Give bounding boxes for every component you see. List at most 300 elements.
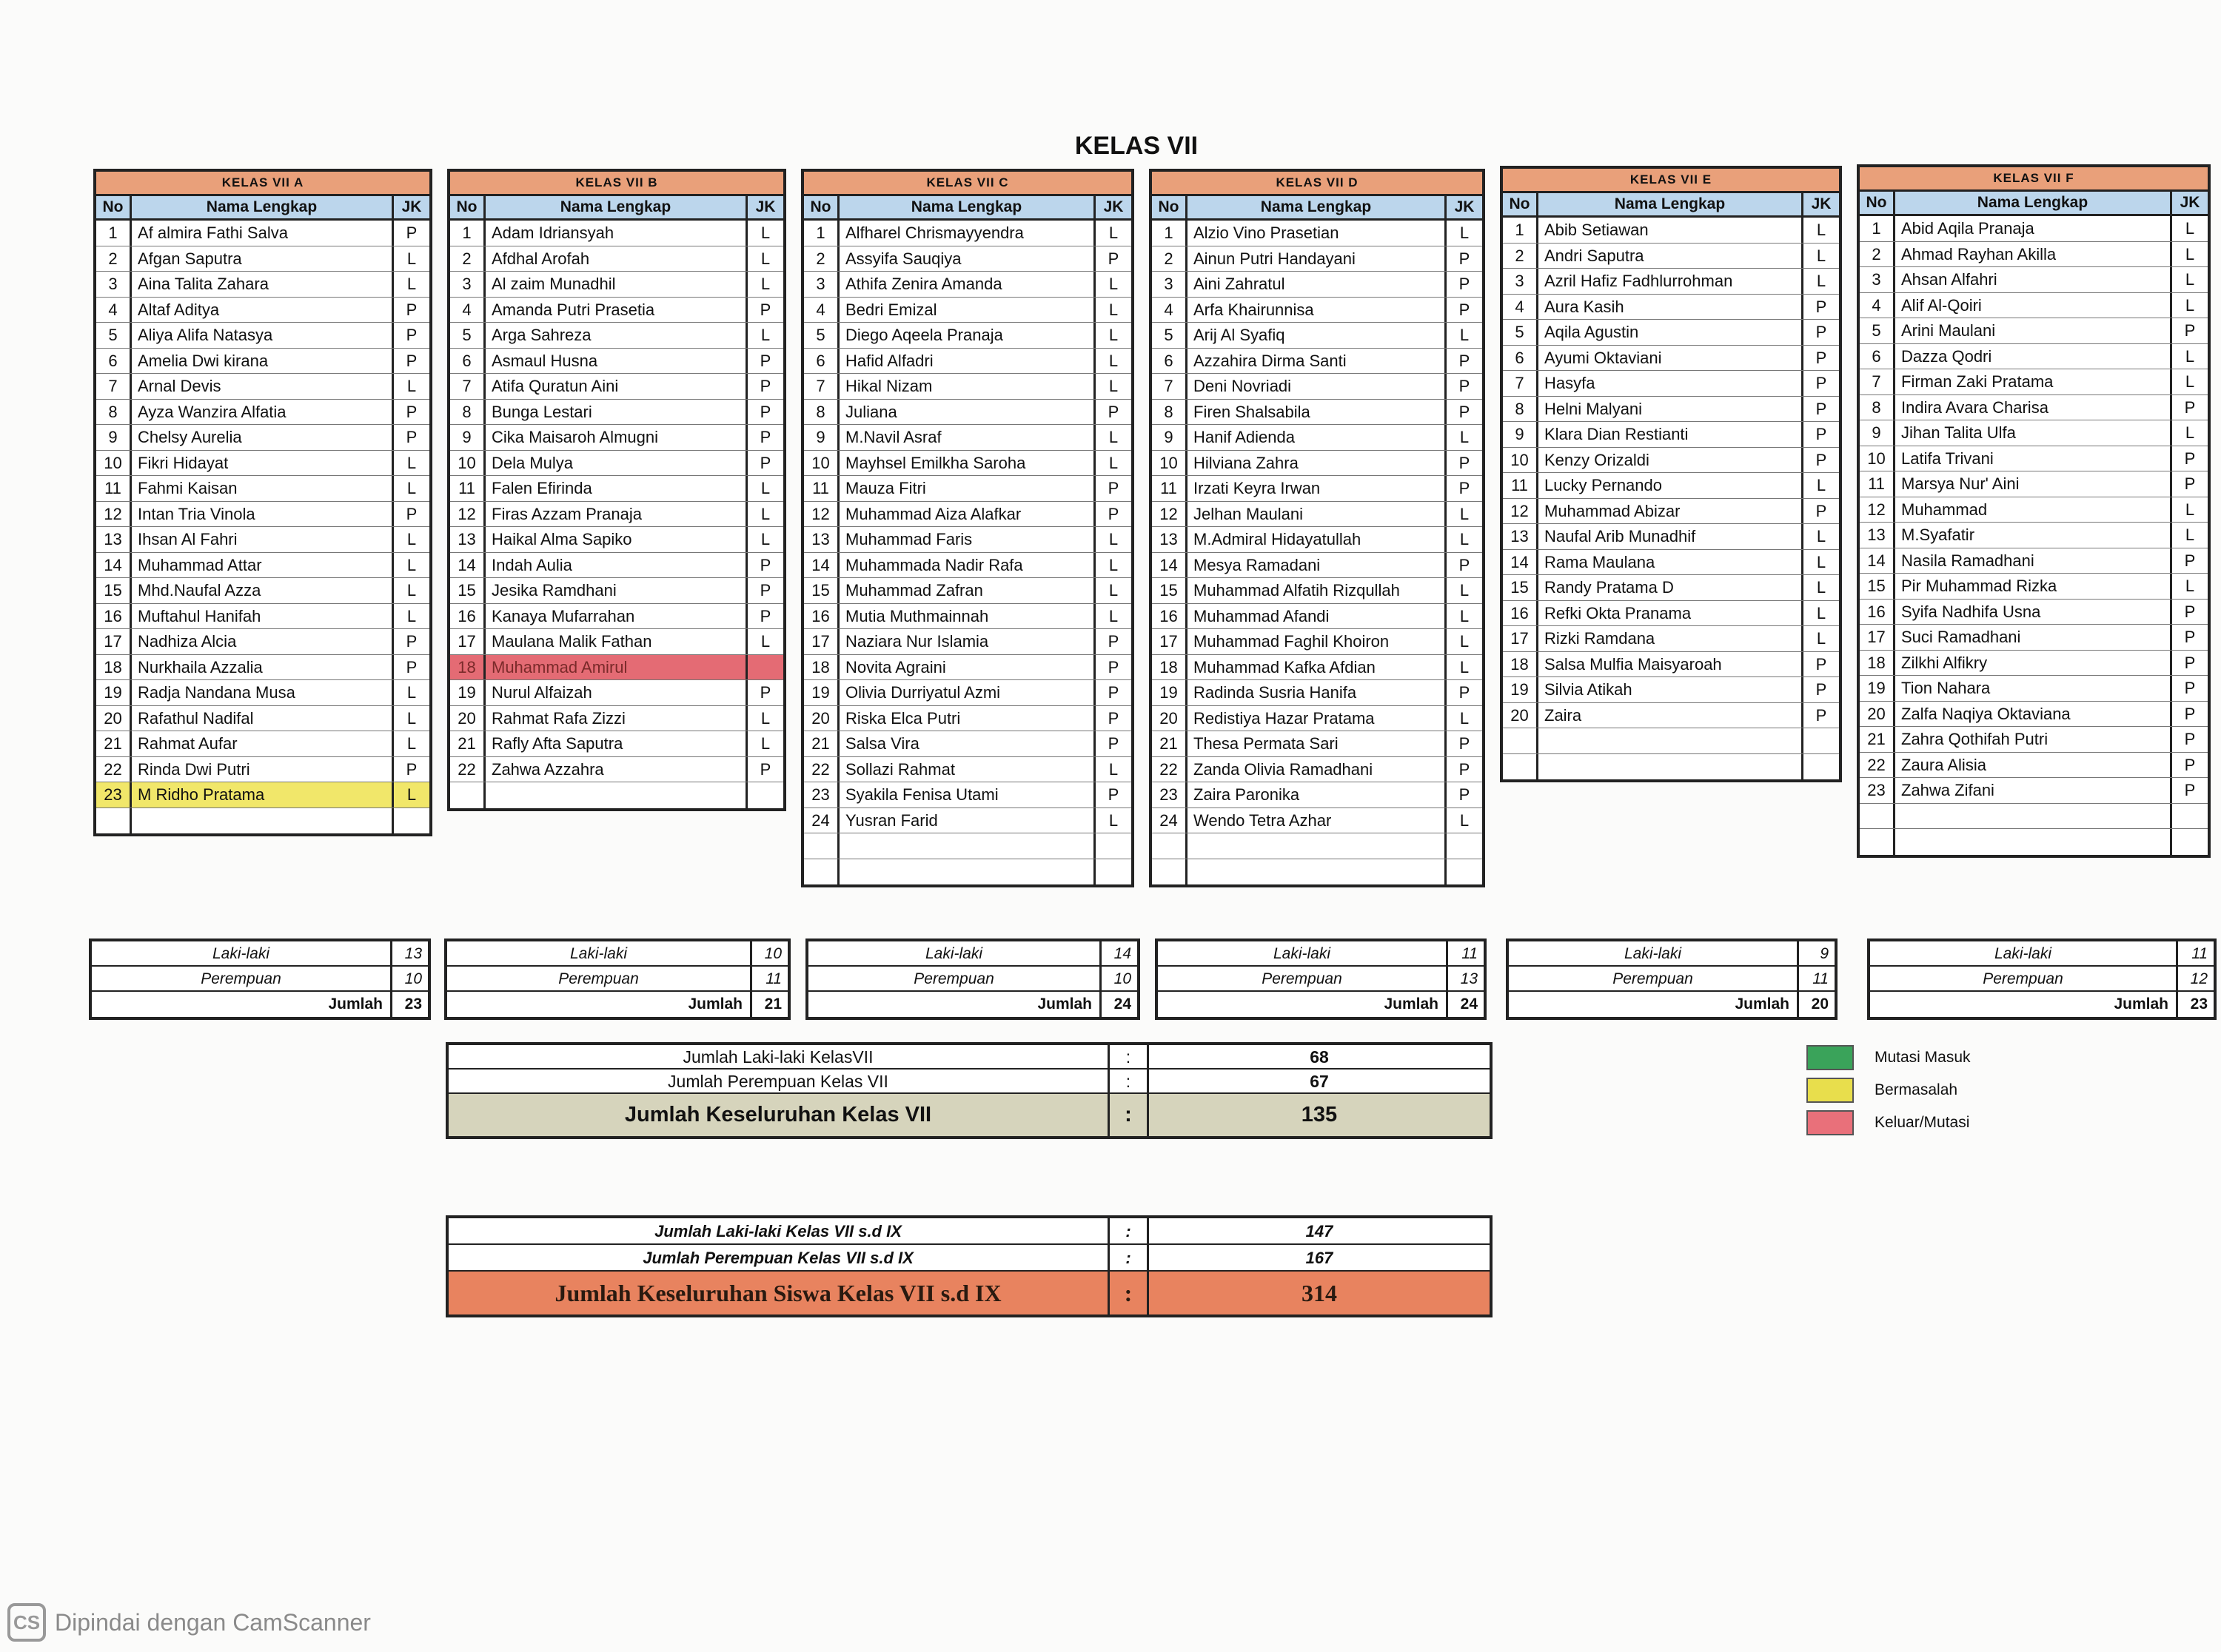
summary-laki-value: 11 bbox=[2191, 945, 2208, 962]
student-name: Thesa Permata Sari bbox=[1187, 731, 1447, 756]
totals-all-laki-value: 147 bbox=[1305, 1222, 1333, 1240]
student-no: 14 bbox=[1152, 553, 1187, 578]
empty-row bbox=[804, 833, 1131, 859]
summary-jumlah-row bbox=[1870, 992, 2214, 1017]
student-name: Falen Efirinda bbox=[486, 476, 748, 501]
student-jk: P bbox=[1815, 501, 1827, 520]
summary-jumlah-label: Jumlah bbox=[1870, 992, 2178, 1017]
page-title: KELAS VII bbox=[1074, 132, 1199, 160]
table-row bbox=[1503, 371, 1839, 397]
totals-perempuan-label: Jumlah Perempuan Kelas VII bbox=[449, 1070, 1110, 1092]
col-name: Nama Lengkap bbox=[1187, 196, 1447, 218]
table-row bbox=[1860, 446, 2208, 472]
student-no: 5 bbox=[804, 323, 840, 348]
student-name: Adam Idriansyah bbox=[486, 221, 748, 246]
student-no: 2 bbox=[96, 246, 132, 272]
table-row bbox=[1860, 702, 2208, 728]
col-name: Nama Lengkap bbox=[1895, 192, 2172, 214]
legend-swatch bbox=[1806, 1045, 1854, 1070]
student-jk: L bbox=[406, 606, 417, 625]
table-row bbox=[1503, 550, 1839, 576]
student-no: 19 bbox=[1152, 680, 1187, 705]
student-jk: L bbox=[406, 275, 417, 293]
student-no: 7 bbox=[1152, 374, 1187, 399]
student-name: M.Admiral Hidayatullah bbox=[1187, 527, 1447, 552]
table-row bbox=[450, 553, 783, 579]
table-row bbox=[1860, 574, 2208, 600]
student-name: Atifa Quratun Aini bbox=[486, 374, 748, 399]
student-jk: L bbox=[760, 275, 771, 293]
class-title: KELAS VII C bbox=[804, 172, 1131, 196]
student-no bbox=[1860, 829, 1895, 855]
student-no: 8 bbox=[1503, 397, 1538, 422]
student-no: 14 bbox=[804, 553, 840, 578]
student-no: 16 bbox=[450, 604, 486, 629]
table-row bbox=[450, 757, 783, 783]
table-row bbox=[804, 629, 1131, 655]
table-row bbox=[804, 400, 1131, 426]
student-name: Lucky Pernando bbox=[1538, 473, 1803, 498]
table-row bbox=[1860, 369, 2208, 395]
student-name: M.Syafatir bbox=[1895, 523, 2172, 548]
student-no: 15 bbox=[804, 578, 840, 603]
summary-laki-label: Laki-laki bbox=[1509, 941, 1799, 965]
table-row bbox=[450, 527, 783, 553]
table-row bbox=[450, 323, 783, 349]
student-no: 17 bbox=[96, 629, 132, 654]
student-no: 19 bbox=[1503, 677, 1538, 702]
student-jk: P bbox=[1458, 683, 1470, 702]
totals-laki-label: Jumlah Laki-laki KelasVII bbox=[449, 1045, 1110, 1068]
student-name: Indah Aulia bbox=[486, 553, 748, 578]
table-row bbox=[450, 298, 783, 323]
student-name: Hasyfa bbox=[1538, 371, 1803, 396]
table-row bbox=[1503, 575, 1839, 601]
table-row bbox=[1503, 218, 1839, 244]
student-no: 21 bbox=[804, 731, 840, 756]
student-name: Zanda Olivia Ramadhani bbox=[1187, 757, 1447, 782]
student-jk: P bbox=[1458, 734, 1470, 753]
student-no: 21 bbox=[96, 731, 132, 756]
student-jk: P bbox=[1108, 734, 1119, 753]
student-jk: L bbox=[1816, 221, 1826, 239]
table-row bbox=[804, 655, 1131, 681]
column-header bbox=[1152, 196, 1482, 221]
student-no: 7 bbox=[804, 374, 840, 399]
table-row bbox=[804, 298, 1131, 323]
summary-jumlah-label: Jumlah bbox=[1158, 992, 1448, 1017]
student-no: 17 bbox=[1860, 625, 1895, 650]
student-no: 21 bbox=[1860, 727, 1895, 752]
student-jk: L bbox=[2185, 423, 2195, 442]
table-row bbox=[1860, 216, 2208, 242]
summary-laki-label: Laki-laki bbox=[1158, 941, 1448, 965]
table-row bbox=[1152, 451, 1482, 477]
student-name: Ainun Putri Handayani bbox=[1187, 246, 1447, 272]
table-row bbox=[96, 629, 429, 655]
table-row bbox=[1503, 244, 1839, 269]
student-name: Firen Shalsabila bbox=[1187, 400, 1447, 425]
summary-perempuan-label: Perempuan bbox=[92, 967, 392, 990]
student-name: Mhd.Naufal Azza bbox=[132, 578, 394, 603]
student-jk: P bbox=[1458, 300, 1470, 319]
summary-laki-label: Laki-laki bbox=[447, 941, 752, 965]
table-row bbox=[450, 349, 783, 375]
student-no: 9 bbox=[450, 425, 486, 450]
student-jk: P bbox=[1108, 249, 1119, 268]
student-no: 3 bbox=[804, 272, 840, 297]
student-no: 2 bbox=[1503, 244, 1538, 269]
table-row bbox=[1860, 242, 2208, 268]
col-jk: JK bbox=[1811, 195, 1832, 212]
student-jk bbox=[394, 808, 429, 834]
student-jk: P bbox=[1815, 323, 1827, 341]
student-no: 9 bbox=[1503, 422, 1538, 447]
table-row bbox=[96, 604, 429, 630]
student-name: Andri Saputra bbox=[1538, 244, 1803, 269]
table-row bbox=[1860, 548, 2208, 574]
student-jk: L bbox=[2185, 219, 2195, 238]
table-row bbox=[96, 527, 429, 553]
totals-all-keseluruhan-value: 314 bbox=[1302, 1280, 1337, 1306]
student-jk: L bbox=[406, 708, 417, 728]
student-jk: L bbox=[760, 326, 771, 344]
student-name: Hanif Adienda bbox=[1187, 425, 1447, 450]
table-row bbox=[804, 757, 1131, 783]
table-row bbox=[96, 425, 429, 451]
summary-perempuan-label: Perempuan bbox=[447, 967, 752, 990]
student-jk bbox=[1096, 859, 1131, 885]
student-jk: L bbox=[1459, 224, 1470, 242]
student-name: Jelhan Maulani bbox=[1187, 502, 1447, 527]
table-row bbox=[1860, 395, 2208, 421]
student-name: Nadhiza Alcia bbox=[132, 629, 394, 654]
table-row bbox=[1152, 221, 1482, 246]
student-no bbox=[1503, 728, 1538, 753]
table-row bbox=[450, 604, 783, 630]
class-summary bbox=[1867, 939, 2217, 1020]
student-no: 3 bbox=[1503, 269, 1538, 294]
student-no: 17 bbox=[450, 629, 486, 654]
student-jk: P bbox=[760, 428, 771, 446]
student-no: 10 bbox=[96, 451, 132, 476]
summary-jumlah-value: 23 bbox=[2190, 995, 2208, 1013]
table-row bbox=[96, 757, 429, 783]
student-no bbox=[1152, 859, 1187, 885]
student-no: 24 bbox=[804, 808, 840, 833]
student-name: Zalfa Naqiya Oktaviana bbox=[1895, 702, 2172, 727]
empty-row bbox=[450, 782, 783, 808]
student-jk bbox=[748, 655, 783, 680]
student-no: 9 bbox=[804, 425, 840, 450]
student-jk: P bbox=[2184, 704, 2196, 723]
table-row bbox=[1503, 269, 1839, 295]
table-row bbox=[450, 655, 783, 681]
student-name: Deni Novriadi bbox=[1187, 374, 1447, 399]
student-no: 4 bbox=[1152, 298, 1187, 323]
table-row bbox=[804, 272, 1131, 298]
student-no bbox=[1152, 833, 1187, 859]
student-name: Muhammad Amirul bbox=[486, 655, 748, 680]
colon: : bbox=[1110, 1094, 1149, 1136]
student-name: Muhammad Abizar bbox=[1538, 499, 1803, 524]
student-no: 16 bbox=[804, 604, 840, 629]
student-name: Jihan Talita Ulfa bbox=[1895, 420, 2172, 446]
student-jk: L bbox=[1108, 555, 1119, 574]
student-name: Rama Maulana bbox=[1538, 550, 1803, 575]
student-no: 12 bbox=[804, 502, 840, 527]
student-no: 18 bbox=[96, 655, 132, 680]
student-name: Abib Setiawan bbox=[1538, 218, 1803, 243]
class-title: KELAS VII F bbox=[1860, 167, 2208, 192]
student-name: Redistiya Hazar Pratama bbox=[1187, 706, 1447, 731]
totals-all-perempuan-value: 167 bbox=[1305, 1249, 1333, 1267]
student-no: 20 bbox=[450, 706, 486, 731]
student-no: 1 bbox=[96, 221, 132, 246]
table-row bbox=[1503, 499, 1839, 525]
table-row bbox=[804, 349, 1131, 375]
student-name: Zahwa Azzahra bbox=[486, 757, 748, 782]
table-row bbox=[96, 400, 429, 426]
student-jk: L bbox=[1108, 300, 1119, 319]
col-jk: JK bbox=[1454, 198, 1475, 215]
student-name: M Ridho Pratama bbox=[132, 782, 394, 807]
student-jk: L bbox=[1459, 606, 1470, 625]
student-no: 3 bbox=[450, 272, 486, 297]
summary-jumlah-row bbox=[92, 992, 428, 1017]
table-row bbox=[1860, 497, 2208, 523]
col-name: Nama Lengkap bbox=[840, 196, 1096, 218]
student-no: 22 bbox=[1152, 757, 1187, 782]
footer-text: Dipindai dengan CamScanner bbox=[55, 1608, 371, 1636]
summary-laki-row bbox=[1158, 941, 1484, 967]
table-row bbox=[96, 655, 429, 681]
table-row bbox=[450, 374, 783, 400]
student-jk: L bbox=[406, 377, 417, 395]
student-jk: L bbox=[760, 734, 771, 753]
empty-row bbox=[1503, 754, 1839, 780]
summary-perempuan-value: 10 bbox=[1113, 970, 1131, 987]
student-name: Helni Malyani bbox=[1538, 397, 1803, 422]
student-jk: P bbox=[760, 402, 771, 421]
col-name: Nama Lengkap bbox=[132, 196, 394, 218]
totals-all-keseluruhan-row bbox=[449, 1272, 1490, 1314]
student-jk: L bbox=[1108, 606, 1119, 625]
summary-jumlah-label: Jumlah bbox=[447, 992, 752, 1017]
student-jk: P bbox=[760, 377, 771, 395]
student-name: Ayza Wanzira Alfatia bbox=[132, 400, 394, 425]
student-name: Radja Nandana Musa bbox=[132, 680, 394, 705]
table-row bbox=[804, 578, 1131, 604]
student-jk: P bbox=[406, 759, 418, 779]
table-row bbox=[96, 706, 429, 732]
student-no: 6 bbox=[804, 349, 840, 374]
summary-perempuan-value: 13 bbox=[1460, 970, 1478, 987]
student-jk: P bbox=[2184, 449, 2196, 468]
empty-row bbox=[1860, 829, 2208, 855]
student-no: 16 bbox=[1503, 601, 1538, 626]
student-jk: P bbox=[1108, 632, 1119, 651]
student-name: Randy Pratama D bbox=[1538, 575, 1803, 600]
student-name: Ahsan Alfahri bbox=[1895, 267, 2172, 292]
table-row bbox=[96, 272, 429, 298]
table-row bbox=[1860, 651, 2208, 676]
student-no: 23 bbox=[1152, 782, 1187, 807]
student-no: 7 bbox=[1860, 369, 1895, 394]
table-row bbox=[804, 374, 1131, 400]
table-row bbox=[1152, 502, 1482, 528]
student-no: 8 bbox=[450, 400, 486, 425]
student-jk: P bbox=[1458, 479, 1470, 497]
table-row bbox=[1152, 527, 1482, 553]
student-no: 11 bbox=[96, 476, 132, 501]
table-row bbox=[1152, 782, 1482, 808]
student-no: 15 bbox=[96, 578, 132, 603]
student-jk: P bbox=[760, 606, 771, 625]
student-name: Silvia Atikah bbox=[1538, 677, 1803, 702]
student-no: 13 bbox=[1152, 527, 1187, 552]
student-name: Fikri Hidayat bbox=[132, 451, 394, 476]
table-row bbox=[450, 246, 783, 272]
student-name: Mauza Fitri bbox=[840, 476, 1096, 501]
summary-perempuan-row bbox=[447, 967, 788, 992]
student-name: Alfharel Chrismayyendra bbox=[840, 221, 1096, 246]
summary-perempuan-row bbox=[808, 967, 1137, 992]
student-jk: L bbox=[1816, 527, 1826, 545]
table-row bbox=[1860, 523, 2208, 548]
class-table bbox=[1857, 164, 2211, 858]
table-row bbox=[804, 553, 1131, 579]
student-name: Riska Elca Putri bbox=[840, 706, 1096, 731]
legend bbox=[1806, 1044, 1971, 1141]
student-no: 12 bbox=[450, 502, 486, 527]
student-no: 20 bbox=[1152, 706, 1187, 731]
summary-jumlah-value: 20 bbox=[1811, 995, 1829, 1013]
student-name: Kanaya Mufarrahan bbox=[486, 604, 748, 629]
empty-row bbox=[804, 859, 1131, 885]
student-no: 18 bbox=[804, 655, 840, 680]
student-no: 21 bbox=[450, 731, 486, 756]
student-name: Novita Agraini bbox=[840, 655, 1096, 680]
student-no: 8 bbox=[1152, 400, 1187, 425]
student-jk: P bbox=[1108, 479, 1119, 497]
student-jk: L bbox=[1816, 552, 1826, 571]
student-jk: L bbox=[1108, 810, 1119, 830]
student-no: 20 bbox=[96, 706, 132, 731]
student-no: 5 bbox=[1860, 318, 1895, 343]
student-no: 18 bbox=[1860, 651, 1895, 676]
table-row bbox=[804, 527, 1131, 553]
table-row bbox=[450, 629, 783, 655]
student-name: Aina Talita Zahara bbox=[132, 272, 394, 297]
student-name: Firman Zaki Pratama bbox=[1895, 369, 2172, 394]
student-name: Rafathul Nadifal bbox=[132, 706, 394, 731]
empty-row bbox=[1152, 859, 1482, 885]
table-row bbox=[804, 680, 1131, 706]
summary-laki-value: 13 bbox=[404, 945, 422, 962]
summary-laki-label: Laki-laki bbox=[808, 941, 1102, 965]
student-jk: P bbox=[1458, 402, 1470, 421]
legend-swatch bbox=[1806, 1078, 1854, 1103]
student-name: Rahmat Aufar bbox=[132, 731, 394, 756]
class-title: KELAS VII A bbox=[96, 172, 429, 196]
totals-all-laki-row bbox=[449, 1218, 1490, 1245]
student-jk: L bbox=[1459, 504, 1470, 523]
totals-all-perempuan-row bbox=[449, 1245, 1490, 1272]
student-name: Arini Maulani bbox=[1895, 318, 2172, 343]
student-no bbox=[804, 859, 840, 885]
student-jk bbox=[748, 782, 783, 808]
table-row bbox=[96, 246, 429, 272]
table-row bbox=[804, 451, 1131, 477]
student-jk: P bbox=[760, 300, 771, 319]
student-jk: P bbox=[1815, 399, 1827, 418]
student-no: 24 bbox=[1152, 808, 1187, 833]
student-name: Zaira bbox=[1538, 703, 1803, 728]
table-row bbox=[450, 578, 783, 604]
table-row bbox=[1860, 727, 2208, 753]
student-jk: P bbox=[760, 759, 771, 779]
student-jk: P bbox=[1108, 657, 1119, 676]
table-row bbox=[1503, 601, 1839, 627]
student-jk: P bbox=[1815, 297, 1827, 316]
student-name: Naziara Nur Islamia bbox=[840, 629, 1096, 654]
table-row bbox=[1152, 757, 1482, 783]
student-jk: L bbox=[1108, 581, 1119, 600]
table-row bbox=[1503, 677, 1839, 703]
student-no: 10 bbox=[450, 451, 486, 476]
student-name: Salsa Vira bbox=[840, 731, 1096, 756]
student-no: 18 bbox=[1503, 652, 1538, 677]
col-jk: JK bbox=[2180, 194, 2200, 211]
student-name: Azril Hafiz Fadhlurrohman bbox=[1538, 269, 1803, 294]
student-name: Rahmat Rafa Zizzi bbox=[486, 706, 748, 731]
student-jk: P bbox=[2184, 755, 2196, 774]
table-row bbox=[804, 731, 1131, 757]
table-row bbox=[1503, 397, 1839, 423]
student-no: 19 bbox=[450, 680, 486, 705]
student-name bbox=[1538, 728, 1803, 753]
student-no: 5 bbox=[1152, 323, 1187, 348]
student-jk bbox=[1803, 754, 1839, 780]
totals-laki-value: 68 bbox=[1310, 1047, 1329, 1067]
table-row bbox=[96, 578, 429, 604]
totals-keseluruhan-value: 135 bbox=[1301, 1103, 1338, 1126]
table-row bbox=[1503, 626, 1839, 652]
student-no: 1 bbox=[804, 221, 840, 246]
student-jk: L bbox=[760, 708, 771, 728]
student-no: 16 bbox=[1860, 600, 1895, 625]
student-no: 17 bbox=[804, 629, 840, 654]
student-name: Afgan Saputra bbox=[132, 246, 394, 272]
legend-item-bermasalah bbox=[1806, 1076, 1971, 1104]
table-row bbox=[1152, 374, 1482, 400]
summary-laki-label: Laki-laki bbox=[92, 941, 392, 965]
student-no: 2 bbox=[450, 246, 486, 272]
student-name: Cika Maisaroh Almugni bbox=[486, 425, 748, 450]
column-header bbox=[96, 196, 429, 221]
class-summary bbox=[1155, 939, 1487, 1020]
student-no: 13 bbox=[1860, 523, 1895, 548]
summary-jumlah-value: 24 bbox=[1113, 995, 1131, 1013]
table-row bbox=[804, 808, 1131, 834]
table-row bbox=[450, 731, 783, 757]
student-name: Juliana bbox=[840, 400, 1096, 425]
student-no: 13 bbox=[804, 527, 840, 552]
student-jk: P bbox=[406, 300, 418, 319]
summary-perempuan-value: 11 bbox=[766, 970, 782, 987]
student-jk: L bbox=[760, 249, 771, 268]
